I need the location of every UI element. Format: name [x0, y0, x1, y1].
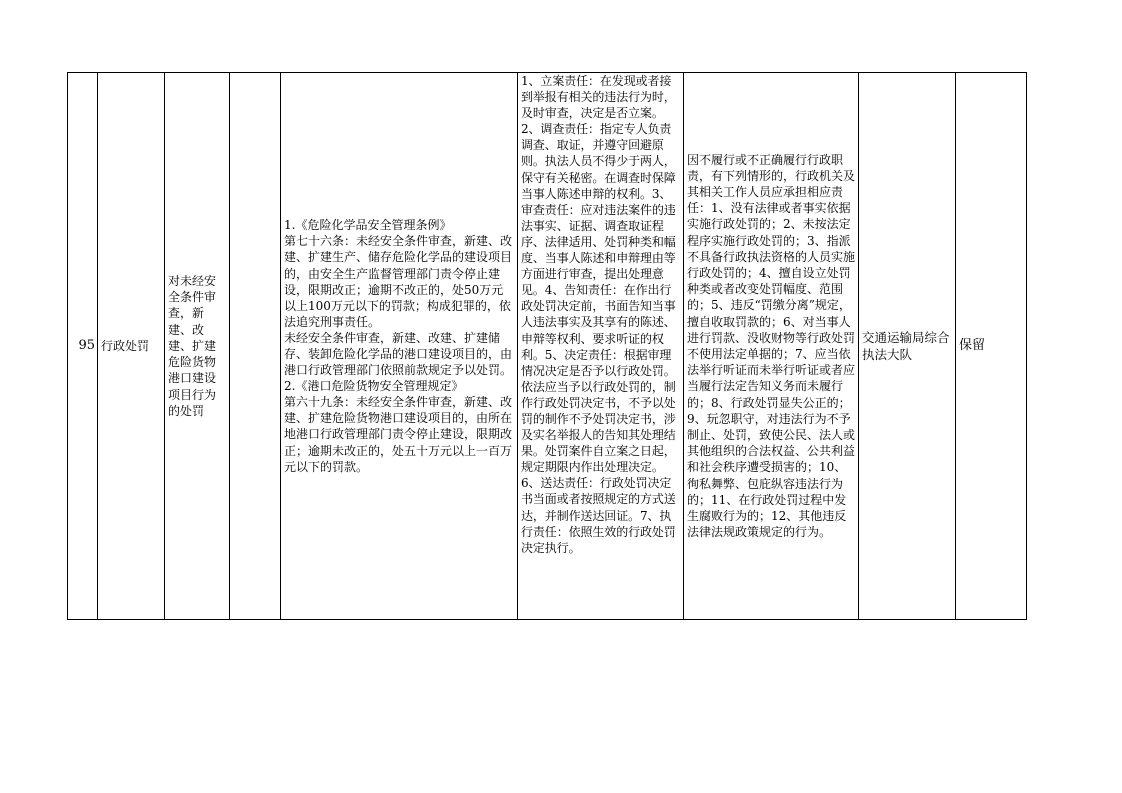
legal-basis [281, 217, 517, 475]
department-text: 交通运输局综合执法大队 [862, 330, 950, 362]
duties-paragraph: 6、送达责任：行政处罚决定书当面或者按照规定的方式送达，并制作送达回证。7、执行责任：依照生效的行政处罚决定执行。 [521, 476, 676, 555]
basis-line: 2.《港口危险货物安全管理规定》 [284, 379, 464, 394]
cell-category [98, 73, 165, 619]
duties-text [518, 73, 683, 556]
basis-line: 未经安全条件审查，新建、改建、扩建储存、装卸危险化学品的港口建设项目的，由港口行政管理部门依照前款规定予以处罚。 [284, 330, 513, 378]
accountability-text: 因不履行或不正确履行行政职责，有下列情形的，行政机关及其相关工作人员应承担相应责任：1、没有法律或者事实依据实施行政处罚的；2、未按法定程序实施行政处罚的；3、指派不具备行政执法资格的人员实施行政处罚的；4、擅自设立处罚种类或者改变处罚幅度、范围的；5、违反“罚缴分离”规定，擅自收取罚款的；6、对当事人进行罚款、没收财物等行政处罚不使用法定单据的；7、应当依法举行听证而未举行听证或者应当履行法定告知义务而未履行的；8、行政处罚显失公正的；9、玩忽职守，对违法行为不予制止、处罚，致使公民、法人或其他组织的合法权益、公共利益和社会秩序遭受损害的；10、徇私舞弊、包庇纵容违法行为的；11、在行政处罚过程中发生腐败行为的；12、其他违反法律法规政策规定的行为。 [687, 152, 856, 540]
cell-accountability [684, 73, 859, 619]
remark-text: 保留 [959, 337, 986, 353]
basis-line: 第六十九条：未经安全条件审查，新建、改建、扩建危险货物港口建设项目的，由所在地港口行政管理部门责令停止建设，限期改正；逾期未改正的，处五十万元以上一百万元以下的罚款。 [284, 395, 513, 474]
item-name-text: 对未经安全条件审查，新建、改建、扩建危险货物港口建设项目行为的处罚 [168, 274, 217, 418]
category-text: 行政处罚 [101, 338, 150, 353]
row-number: 95 [78, 337, 95, 353]
basis-line: 1.《危险化学品安全管理条例》 [284, 218, 452, 233]
cell-sub-item [230, 73, 281, 619]
basis-line: 第七十六条：未经安全条件审查，新建、改建、扩建生产、储存危险化学品的建设项目的，由安全生产监督管理部门责令停止建设，限期改正；逾期不改正的，处50万元以上100万元以下的罚款；构成犯罪的，依法追究刑事责任。 [284, 234, 513, 329]
cell-number [68, 73, 98, 619]
cell-legal-basis [281, 73, 518, 619]
cell-department [859, 73, 956, 619]
duties-paragraph: 1、立案责任：在发现或者接到举报有相关的违法行为时，及时审查，决定是否立案。2、调查责任：指定专人负责调查、取证，并遵守回避原则。执法人员不得少于两人，保守有关秘密。在调查时保障当事人陈述申辩的权利。3、审查责任：应对违法案件的违法事实、证据、调查取证程序、法律适用、处罚种类和幅度、当事人陈述和申辩理由等方面进行审查，提出处理意见。4、告知责任：在作出行政处罚决定前，书面告知当事人违法事实及其享有的陈述、申辩等权利、要求听证的权利。5、决定责任：根据审理情况决定是否予以行政处罚。依法应当予以行政处罚的，制作行政处罚决定书，不予以处罚的制作不予处罚决定书，涉及实名举报人的告知其处理结果。处罚案件自立案之日起，规定期限内作出处理决定。 [521, 74, 676, 475]
table-row [67, 72, 1027, 620]
cell-duties [518, 73, 684, 619]
cell-remark [956, 73, 1026, 619]
cell-item-name [165, 73, 230, 619]
